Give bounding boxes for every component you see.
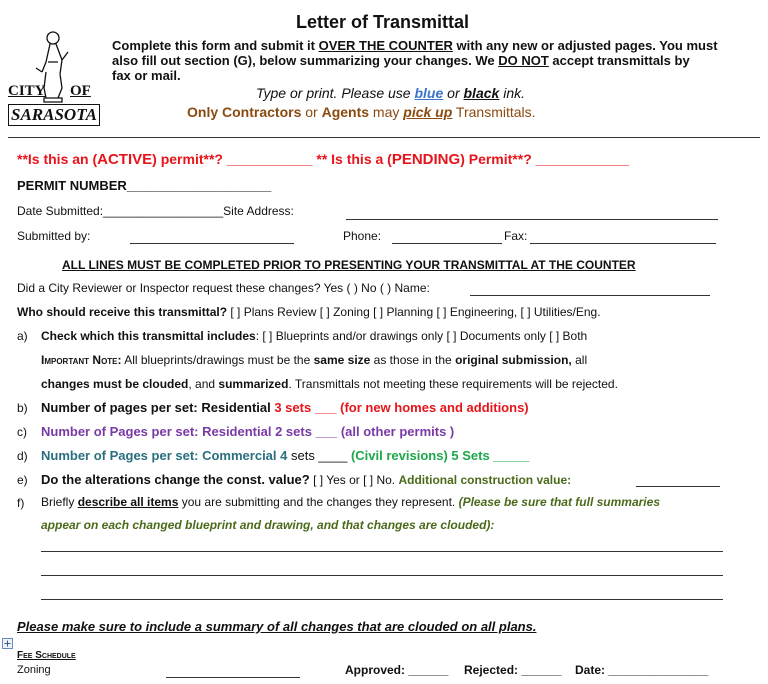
submitted-by-line[interactable] [130,243,294,244]
zoning-line[interactable] [166,677,300,678]
date-submitted-field[interactable]: Date Submitted:__________________Site Address: [17,204,294,218]
item-a-letter: a) [17,329,28,343]
item-f-line-2: appear on each changed blueprint and drawing, and that changes are clouded): [41,518,495,532]
intro-line-1: Complete this form and submit it OVER THE COUNTER with any new or adjusted pages. You must [112,38,718,53]
reviewer-name-line[interactable] [470,295,710,296]
completion-notice: ALL LINES MUST BE COMPLETED PRIOR TO PRESENTING YOUR TRANSMITTAL AT THE COUNTER [62,258,636,272]
expand-icon[interactable] [2,638,13,649]
item-f-letter: f) [17,496,25,510]
fee-approved: Approved: ______ [345,663,449,677]
header-divider [8,137,760,138]
important-note: Important Note: All blueprints/drawings must be the same size as those in the original submission, all [41,353,588,367]
item-c: Number of Pages per set: Residential 2 sets ___ (all other permits ) [41,424,455,439]
fax-line[interactable] [530,243,716,244]
item-e-letter: e) [17,473,28,487]
logo-of: OF [70,83,91,99]
important-note-2: changes must be clouded, and summarized. Transmittals not meeting these requirements will be rejected. [41,377,618,391]
pickup-instruction: Only Contractors or Agents may pick up Transmittals. [187,104,536,120]
summary-line-1[interactable] [41,551,723,552]
intro-line-2: also fill out section (G), below summarizing your changes. We DO NOT accept transmittals by [112,53,690,68]
item-c-letter: c) [17,425,27,439]
fee-zoning-label: Zoning [17,664,51,676]
logo-city: CITY [8,83,46,99]
submitted-by-label: Submitted by: [17,229,91,243]
logo-sarasota: SARASOTA [8,104,100,126]
permit-status-question: **Is this an (ACTIVE) permit**? ___________ ** Is this a (PENDING) Permit**? ____________ [17,151,630,168]
permit-number-field[interactable]: PERMIT NUMBER____________________ [17,178,272,193]
item-f: Briefly describe all items you are submitting and the changes they represent. (Please be sure that full summaries [41,495,660,509]
item-a: Check which this transmittal includes: [ ] Blueprints and/or drawings only [ ] Documents only [ ] Both [41,329,588,343]
fee-rejected: Rejected: ______ [464,663,562,677]
phone-line[interactable] [392,243,502,244]
page-title: Letter of Transmittal [296,12,470,32]
item-e: Do the alterations change the const. value? [ ] Yes or [ ] No. Additional construction value: [41,472,572,487]
item-d: Number of Pages per set: Commercial 4 sets ____ (Civil revisions) 5 Sets _____ [41,448,530,463]
fee-schedule-title: Fee Schedule [17,650,76,661]
summary-line-3[interactable] [41,599,723,600]
summary-note: Please make sure to include a summary of all changes that are clouded on all plans. [17,619,537,634]
construction-value-line[interactable] [636,486,720,487]
item-b: Number of pages per set: Residential 3 sets ___ (for new homes and additions) [41,400,529,415]
phone-label: Phone: [343,229,382,243]
item-d-letter: d) [17,449,28,463]
ink-instruction: Type or print. Please use blue or black ink. [256,85,525,101]
fee-date: Date: _______________ [575,663,709,677]
site-address-line[interactable] [346,219,718,220]
fax-label: Fax: [504,229,528,243]
intro-line-3: fax or mail. [112,68,181,83]
receiver-question: Who should receive this transmittal? [ ] Plans Review [ ] Zoning [ ] Planning [ ] Engineering, [ ] Utilities/Eng. [17,305,601,319]
item-b-letter: b) [17,401,28,415]
reviewer-question: Did a City Reviewer or Inspector request these changes? Yes ( ) No ( ) Name: [17,281,430,295]
summary-line-2[interactable] [41,575,723,576]
